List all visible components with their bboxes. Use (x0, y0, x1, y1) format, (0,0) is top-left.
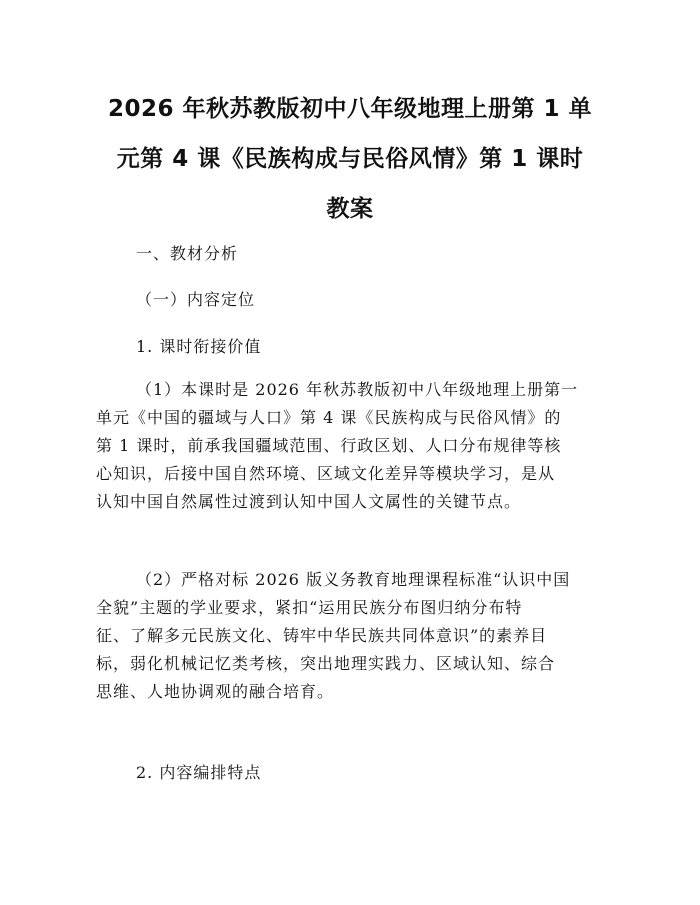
item-heading-content-arrangement: 2. 内容编排特点 (136, 763, 262, 782)
paragraph-line: （2）严格对标 2026 版义务教育地理课程标准“认识中国 (136, 570, 571, 589)
paragraph-line: 思维、人地协调观的融合培育。 (96, 682, 335, 701)
subsection-heading-content-positioning: （一）内容定位 (136, 290, 256, 309)
paragraph-lesson-position (96, 376, 604, 516)
paragraph-line: 第 1 课时，前承我国疆域范围、行政区划、人口分布规律等核 (96, 436, 562, 455)
paragraph-line: 全貌”主题的学业要求，紧扣“运用民族分布图归纳分布特 (96, 598, 523, 617)
paragraph-line: 单元《中国的疆域与人口》第 4 课《民族构成与民俗风情》的 (96, 408, 562, 427)
item-heading-lesson-connection: 1. 课时衔接价值 (136, 337, 262, 356)
section-heading-materials-analysis: 一、教材分析 (136, 244, 239, 263)
paragraph-line: 认知中国自然属性过渡到认知中国人文属性的关键节点。 (96, 492, 522, 511)
paragraph-line: 标，弱化机械记忆类考核，突出地理实践力、区域认知、综合 (96, 654, 556, 673)
title-line: 元第 4 课《民族构成与民俗风情》第 1 课时 (116, 146, 584, 172)
paragraph-line: 征、了解多元民族文化、铸牢中华民族共同体意识”的素养目 (96, 626, 548, 645)
paragraph-line: 心知识，后接中国自然环境、区域文化差异等模块学习，是从 (96, 464, 556, 483)
paragraph-curriculum-standard (96, 566, 604, 706)
paragraph-line: （1）本课时是 2026 年秋苏教版初中八年级地理上册第一 (136, 380, 579, 399)
document-title (96, 84, 604, 234)
title-line: 教案 (326, 196, 374, 222)
title-line: 2026 年秋苏教版初中八年级地理上册第 1 单 (107, 96, 593, 122)
